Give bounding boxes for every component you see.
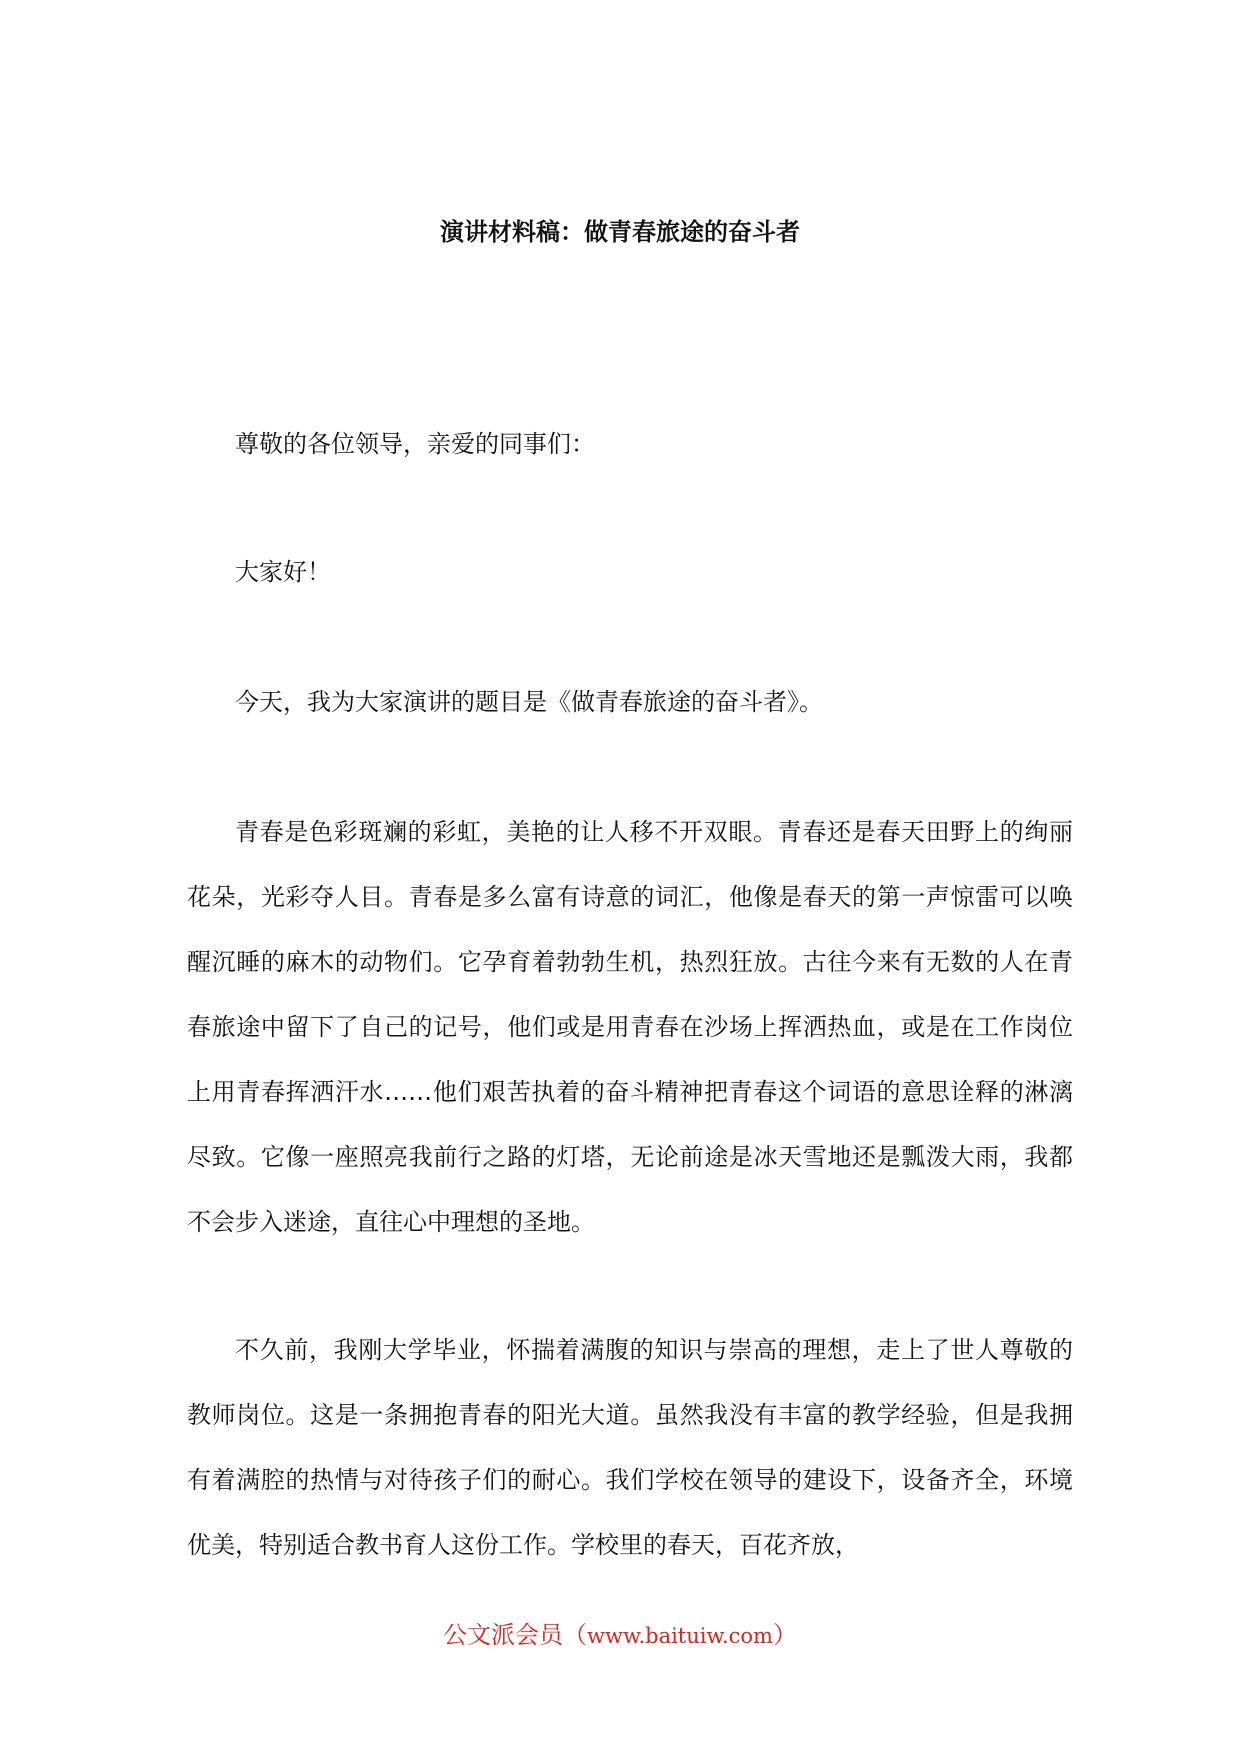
paragraph-salutation: 尊敬的各位领导，亲爱的同事们：: [235, 430, 595, 458]
document-title: 演讲材料稿：做青春旅途的奋斗者: [440, 218, 800, 246]
paragraph-greeting: 大家好！: [235, 558, 331, 586]
footer-url-link[interactable]: www.baituiw.com: [587, 1624, 773, 1648]
paragraph-youth: 青春是色彩斑斓的彩虹，美艳的让人移不开双眼。青春还是春天田野上的绚丽花朵，光彩夺人目。青春是多么富有诗意的词汇，他像是春天的第一声惊雷可以唤醒沉睡的麻木的动物们。它孕育着勃勃生机，热烈狂放。古往今来有无数的人在青春旅途中留下了自己的记号，他们或是用青春在沙场上挥洒热血，或是在工作岗位上用青春挥洒汗水……他们艰苦执着的奋斗精神把青春这个词语的意思诠释的淋漓尽致。它像一座照亮我前行之路的灯塔，无论前途是冰天雪地还是瓢泼大雨，我都不会步入迷途，直往心中理想的圣地。: [187, 818, 1073, 1236]
footer-watermark: [0, 1617, 1240, 1654]
paragraph-teacher: 不久前，我刚大学毕业，怀揣着满腹的知识与崇高的理想，走上了世人尊敬的教师岗位。这是一条拥抱青春的阳光大道。虽然我没有丰富的教学经验，但是我拥有着满腔的热情与对待孩子们的耐心。我们学校在领导的建设下，设备齐全，环境优美，特别适合教书育人这份工作。学校里的春天，百花齐放，: [187, 1336, 1073, 1559]
footer-label: 公文派会员（: [443, 1621, 588, 1649]
paragraph-topic: 今天，我为大家演讲的题目是《做青春旅途的奋斗者》。: [235, 688, 823, 716]
footer-close: ）: [772, 1621, 797, 1649]
